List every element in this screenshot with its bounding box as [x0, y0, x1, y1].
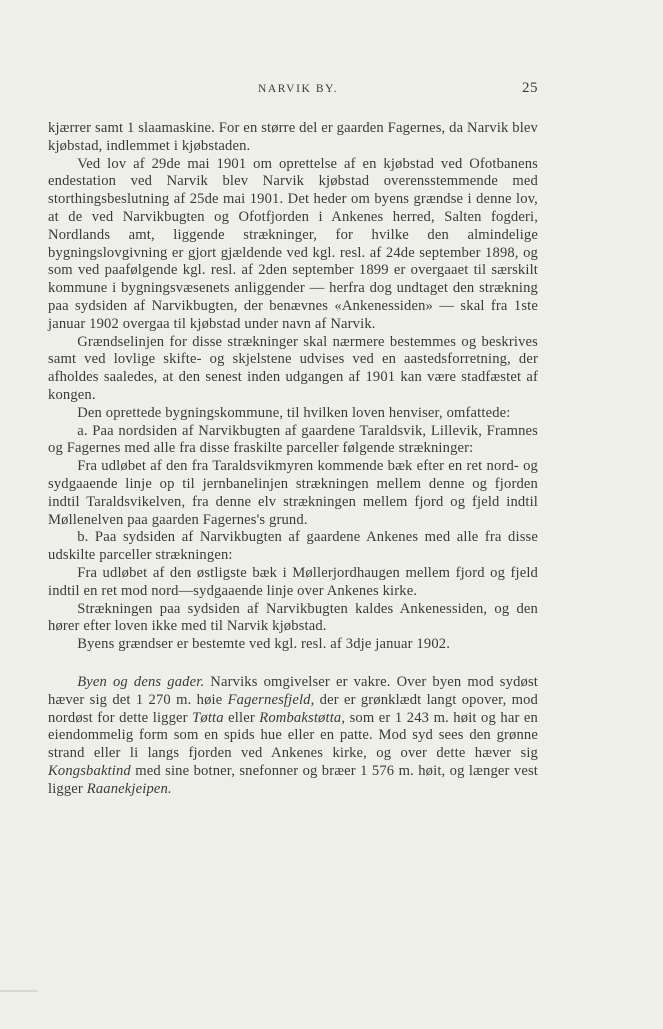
section-text: eller: [223, 709, 260, 726]
paragraph: Fra udløbet af den østligste bæk i Møllerjordhaugen mellem fjord og fjeld indtil en ret mod nord—sydgaaende linje over Ankenes kirke.: [48, 564, 538, 599]
page-number: 25: [522, 80, 538, 96]
page-header: [48, 80, 538, 101]
place-name: Raanekjeipen.: [86, 780, 172, 797]
section-text: Narviks omgivelser er vakre. Over byen mod sydøst hæver sig det 1 270 m. høie: [48, 673, 539, 708]
paragraph: Grændselinjen for disse strækninger skal nærmere bestemmes og beskrives samt ved lovlige skifte- og skjelstene udvises ved en aastedsforretning, der afholdes saaledes, at den senest inden udgangen af 1901 kan være stadfæstet af kongen.: [48, 333, 538, 403]
paragraph: a. Paa nordsiden af Narvikbugten af gaardene Taraldsvik, Lillevik, Framnes og Fagernes med alle fra disse fraskilte parceller følgende strækninger:: [48, 422, 538, 457]
body-text: [48, 120, 538, 798]
place-name: Rombakstøtta,: [259, 709, 346, 726]
running-title: NARVIK BY.: [258, 83, 339, 95]
paragraph: Den oprettede bygningskommune, til hvilken loven henviser, omfattede:: [77, 404, 511, 421]
section-text: som er 1 243 m. høit og har en eiendommelig form som en spids hue eller en patte. Mod syd sees den grønne strand eller li langs fjorden ved Ankenes kirke, og over dette hæver sig: [48, 709, 538, 762]
place-name: Kongsbaktind: [48, 762, 131, 779]
paragraph: Ved lov af 29de mai 1901 om oprettelse af en kjøbstad ved Ofotbanens endestation ved Narvik blev Narvik kjøbstad overensstemmende med storthingsbeslutning af 25de mai 1901. Det heder om byens grændse i denne lov, at de ved Narvikbugten og Ofotfjorden i Ankenes herred, Salten fogderi, Nordlands amt, liggende strækninger, for hvilke den almindelige bygningslovgivning er gjort gjældende ved kgl. resl. af 24de september 1898, og som ved paafølgende kgl. resl. af 2den september 1899 er overgaaet til særskilt kommune i bygningsvæsenets anliggender — herfra dog undtaget den strækning paa sydsiden af Narvikbugten, der benævnes «Ankenessiden» — skal fra 1ste januar 1902 overgaa til kjøbstad under navn af Narvik.: [48, 155, 538, 332]
section-heading: Byen og dens gader.: [77, 673, 205, 690]
page-edge-mark: [0, 990, 38, 992]
paragraph: Strækningen paa sydsiden af Narvikbugten kaldes Ankenessiden, og den hører efter loven ikke med til Narvik kjøbstad.: [48, 600, 538, 635]
place-name: Tøtta: [192, 709, 224, 726]
paragraph: Fra udløbet af den fra Taraldsvikmyren kommende bæk efter en ret nord- og sydgaaende linje op til jernbanelinjen strækningen mellem denne og fjorden indtil Taraldsvikelven, fra denne elv strækningen mellem fjord og fjeld indtil Møllenelven paa gaarden Fagernes's grund.: [48, 458, 538, 528]
place-name: Fagernesfjeld,: [227, 691, 315, 708]
section-text: der er grønklædt langt opover, mod nordøst for dette ligger: [48, 691, 539, 726]
paragraph: Byens grændser er bestemte ved kgl. resl. af 3dje januar 1902.: [77, 636, 451, 653]
section-text: med sine botner, snefonner og bræer 1 576 m. høit, og længer vest ligger: [48, 762, 538, 797]
paragraph: b. Paa sydsiden af Narvikbugten af gaardene Ankenes med alle fra disse udskilte parceller strækningen:: [48, 529, 538, 564]
section-paragraph: [48, 674, 538, 799]
paragraph: kjærrer samt 1 slaamaskine. For en større del er gaarden Fagernes, da Narvik blev kjøbstad, indlemmet i kjøbstaden.: [48, 120, 538, 154]
